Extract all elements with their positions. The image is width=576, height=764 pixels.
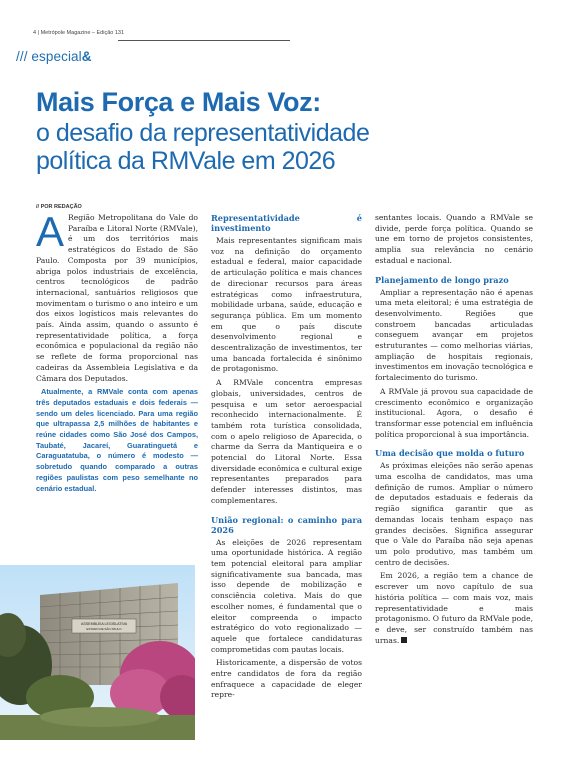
end-mark-icon (401, 637, 407, 643)
article-column-3 (375, 213, 533, 649)
subheading-uniao-regional: União regional: o caminho para 2026 (211, 514, 362, 535)
intro-text: Região Metropolitana do Vale do Paraíba e Litoral Norte (RMVale), é um dos territórios mais estratégicos do Estado de São Paulo. Composta por 39 municípios, abriga polos industriais de excelência, centros tecnológicos de padrão internacional, santuários religiosos que movimentam o turismo o ano inteiro e um dos eixos logísticos mais relevantes do país. Ainda assim, quando o assunto é representatividade política, a força econômica e populacional da região não se reflete de forma proporcional nas cadeiras da Assembleia Legislativa e da Câmara dos Deputados. (36, 213, 198, 383)
assembly-photo-illustration (0, 565, 195, 740)
paragraph: Historicamente, a dispersão de votos entre candidatos de fora da região enfraquece a capacidade de eleger repre- (211, 658, 362, 700)
subheading-decisao: Uma decisão que molda o futuro (375, 448, 525, 459)
paragraph: Ampliar a representação não é apenas uma meta eleitoral; é uma estratégia de desenvolvimento. Regiões que constroem bancadas articuladas conseguem avançar em projetos estruturantes — como melhorias viárias, ampliação de hospitais regionais, investimentos em inovação tecnológica e fortalecimento do turismo. (375, 287, 533, 383)
paragraph: sentantes locais. Quando a RMVale se divide, perde força política. Quando se une em torno de projetos consistentes, amplia sua relevância no cenário estadual e nacional. (375, 213, 533, 265)
publication-name: Metrópole Magazine – Edição 131 (40, 30, 125, 36)
article-column-2 (211, 213, 362, 704)
paragraph: As eleições de 2026 representam uma oportunidade histórica. A região tem potencial eleitoral para ampliar significativamente sua bancada, mas isso depende de mobilização e consciência coletiva. Mais do que escolher nomes, é fundamental que o eleitor compreenda o impacto estratégico do voto regionalizado — aquele que fortalece candidaturas comprometidas com pautas locais. (211, 537, 362, 654)
byline: // POR REDAÇÃO (36, 204, 82, 210)
sign-line-2: ESTADO DE SÃO PAULO (86, 627, 122, 631)
sign-line-1: ASSEMBLEIA LEGISLATIVA (80, 622, 128, 626)
paragraph: As próximas eleições não serão apenas uma escolha de candidatos, mas uma definição de rumos. Ampliar o número de deputados estaduais e federais da região significa garantir que as demandas locais tenham espaço nas grandes decisões. Significa assegurar que o Vale do Paraíba não seja apenas um polo produtivo, mas também um centro de decisões. (375, 461, 533, 567)
page-number: 4 (33, 30, 37, 36)
paragraph: A RMVale já provou sua capacidade de crescimento econômico e organização institucional. Agora, o desafio é transformar esse potencial em influência política proporcional à sua importância. (375, 386, 533, 439)
subheading-representatividade: Representatividade é investimento (211, 213, 362, 233)
headline-sub: o desafio da representatividade política da RMVale em 2026 (36, 119, 370, 175)
header-separator: | (37, 30, 41, 36)
assembly-photo (0, 565, 195, 740)
paragraph: Mais representantes significam mais voz na definição do orçamento estadual e federal, maior capacidade de articulação política e mais chances de direcionar recursos para áreas estratégicas como infraestrutura, mobilidade urbana, saúde, educação e segurança pública. Em um momento em que o país discute desenvolvimento regional e descentralização de investimentos, ter uma bancada fortalecida é sinônimo de protagonismo. (211, 236, 362, 374)
subheading-planejamento: Planejamento de longo prazo (375, 274, 509, 285)
section-label (16, 49, 92, 64)
article-column-1 (36, 208, 198, 497)
headline-main: Mais Força e Mais Voz: (36, 87, 321, 117)
section-slashes: /// (16, 49, 28, 64)
intro-paragraph (36, 208, 198, 384)
drop-cap: A (36, 208, 65, 255)
running-header (33, 30, 124, 36)
lead-paragraph: Atualmente, a RMVale conta com apenas três deputados estaduais e dois federais — sendo um deles licenciado. Para uma região que ultrapassa 2,5 milhões de habitantes e reúne cidades como São José dos Campos, Taubaté, Jacareí, Guaratinguetá e Caraguatatuba, o número é modesto — sobretudo quando comparado a outras regiões paulistas com peso semelhante no cenário estadual. (36, 387, 198, 493)
section-name: especial (31, 49, 82, 64)
paragraph (375, 571, 533, 646)
section-ampersand: & (81, 49, 92, 64)
paragraph: A RMVale concentra empresas globais, universidades, centros de pesquisa e um setor aeroespacial reconhecido internacionalmente. É também rota turística consolidada, com o apelo religioso de Aparecida, o charme da Serra da Mantiqueira e o potencial do Litoral Norte. Essa diversidade econômica e cultural exige representantes preparados para defender interesses distintos, mas complementares. (211, 378, 362, 505)
closing-text: Em 2026, a região tem a chance de escrever um novo capítulo de sua história política — com mais voz, mais representatividade e mais protagonismo. O futuro da RMVale pode, e deve, ser construído também nas urnas. (375, 571, 533, 645)
header-rule (118, 40, 290, 41)
